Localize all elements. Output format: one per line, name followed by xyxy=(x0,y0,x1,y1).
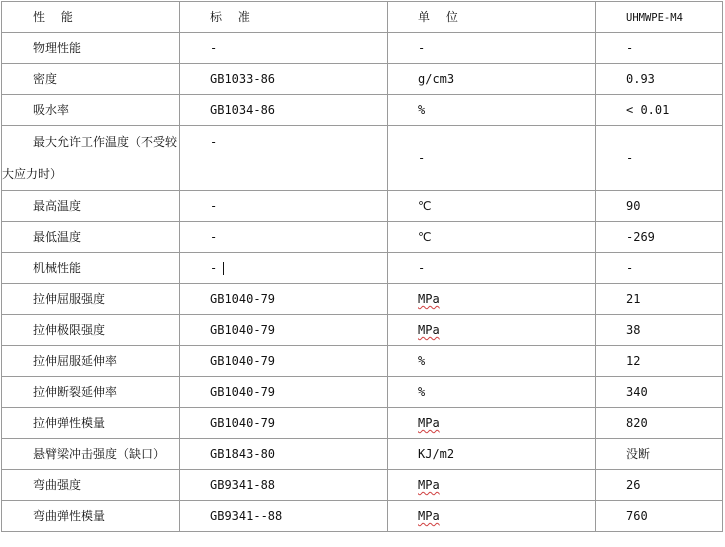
standard-value: - xyxy=(210,41,218,55)
value-cell[interactable]: 760 xyxy=(596,501,723,532)
value-cell[interactable]: - xyxy=(596,253,723,284)
property-cell[interactable]: 最低温度 xyxy=(2,222,180,253)
unit-cell[interactable]: - xyxy=(388,253,596,284)
unit-cell[interactable]: - xyxy=(388,33,596,64)
header-property-label: 性 能 xyxy=(33,10,79,24)
header-property[interactable] xyxy=(2,2,180,33)
table-row xyxy=(2,253,723,284)
table-row xyxy=(2,33,723,64)
table-row xyxy=(2,126,723,191)
property-cell[interactable]: 最高温度 xyxy=(2,191,180,222)
table-row xyxy=(2,377,723,408)
unit-value: MPa xyxy=(418,323,440,337)
value-cell[interactable]: 90 xyxy=(596,191,723,222)
property-cell[interactable]: 机械性能 xyxy=(2,253,180,284)
standard-cell[interactable]: GB1040-79 xyxy=(180,377,388,408)
properties-table xyxy=(1,1,723,532)
standard-cell[interactable]: GB1843-80 xyxy=(180,439,388,470)
value-cell[interactable]: 820 xyxy=(596,408,723,439)
header-grade-label: UHMWPE-M4 xyxy=(626,11,683,24)
value-cell[interactable]: 340 xyxy=(596,377,723,408)
standard-value: - xyxy=(210,261,218,275)
table-row xyxy=(2,439,723,470)
standard-cell[interactable] xyxy=(180,33,388,64)
value-cell[interactable]: - xyxy=(596,33,723,64)
table-header-row xyxy=(2,2,723,33)
property-cell[interactable]: 拉伸屈服延伸率 xyxy=(2,346,180,377)
unit-cell[interactable] xyxy=(388,284,596,315)
property-cell[interactable]: 密度 xyxy=(2,64,180,95)
unit-cell[interactable]: KJ/m2 xyxy=(388,439,596,470)
table-row xyxy=(2,191,723,222)
property-line: 最大允许工作温度（不受较 xyxy=(33,135,178,149)
unit-value: MPa xyxy=(418,292,440,306)
property-cell[interactable]: 弯曲强度 xyxy=(2,470,180,501)
unit-value: MPa xyxy=(418,509,440,523)
unit-value: MPa xyxy=(418,416,440,430)
standard-cell[interactable]: GB1033-86 xyxy=(180,64,388,95)
table-row xyxy=(2,346,723,377)
unit-cell[interactable]: % xyxy=(388,377,596,408)
unit-cell[interactable] xyxy=(388,501,596,532)
property-cell[interactable]: 拉伸断裂延伸率 xyxy=(2,377,180,408)
value-cell[interactable]: 21 xyxy=(596,284,723,315)
unit-value: MPa xyxy=(418,478,440,492)
property-cell[interactable]: 物理性能 xyxy=(2,33,180,64)
header-standard[interactable] xyxy=(180,2,388,33)
value-cell[interactable]: 12 xyxy=(596,346,723,377)
value-cell[interactable]: 0.93 xyxy=(596,64,723,95)
unit-cell[interactable]: % xyxy=(388,346,596,377)
standard-cell[interactable]: GB9341--88 xyxy=(180,501,388,532)
property-line: 大应力时） xyxy=(2,167,63,181)
table-row xyxy=(2,284,723,315)
property-cell[interactable]: 拉伸极限强度 xyxy=(2,315,180,346)
table-row xyxy=(2,222,723,253)
value-cell[interactable]: -269 xyxy=(596,222,723,253)
property-cell[interactable]: 吸水率 xyxy=(2,95,180,126)
value-cell[interactable]: 38 xyxy=(596,315,723,346)
standard-cell[interactable]: GB9341-88 xyxy=(180,470,388,501)
unit-cell[interactable]: - xyxy=(388,126,596,191)
table-row xyxy=(2,95,723,126)
table-row xyxy=(2,470,723,501)
standard-cell[interactable]: - xyxy=(180,222,388,253)
value-cell[interactable]: 没断 xyxy=(596,439,723,470)
standard-cell[interactable]: GB1034-86 xyxy=(180,95,388,126)
header-standard-label: 标 准 xyxy=(210,10,256,24)
table-row xyxy=(2,408,723,439)
text-cursor xyxy=(223,262,224,275)
value-cell[interactable]: - xyxy=(596,126,723,191)
standard-cell[interactable]: GB1040-79 xyxy=(180,408,388,439)
header-unit[interactable] xyxy=(388,2,596,33)
property-cell[interactable]: 悬臂梁冲击强度（缺口） xyxy=(2,439,180,470)
table-row xyxy=(2,315,723,346)
unit-cell[interactable]: g/cm3 xyxy=(388,64,596,95)
header-unit-label: 单 位 xyxy=(418,10,464,24)
unit-cell[interactable]: ℃ xyxy=(388,222,596,253)
property-cell[interactable] xyxy=(2,126,180,191)
standard-cell[interactable]: - xyxy=(180,191,388,222)
value-cell[interactable]: < 0.01 xyxy=(596,95,723,126)
standard-cell[interactable]: GB1040-79 xyxy=(180,346,388,377)
unit-cell[interactable] xyxy=(388,470,596,501)
standard-cell[interactable] xyxy=(180,253,388,284)
table-row xyxy=(2,64,723,95)
property-cell[interactable]: 弯曲弹性模量 xyxy=(2,501,180,532)
standard-cell[interactable]: GB1040-79 xyxy=(180,284,388,315)
property-cell[interactable]: 拉伸屈服强度 xyxy=(2,284,180,315)
header-grade[interactable] xyxy=(596,2,723,33)
standard-cell[interactable]: - xyxy=(180,126,388,191)
unit-cell[interactable] xyxy=(388,315,596,346)
unit-cell[interactable]: % xyxy=(388,95,596,126)
unit-cell[interactable]: ℃ xyxy=(388,191,596,222)
unit-cell[interactable] xyxy=(388,408,596,439)
table-row xyxy=(2,501,723,532)
value-cell[interactable]: 26 xyxy=(596,470,723,501)
property-cell[interactable]: 拉伸弹性模量 xyxy=(2,408,180,439)
standard-cell[interactable]: GB1040-79 xyxy=(180,315,388,346)
